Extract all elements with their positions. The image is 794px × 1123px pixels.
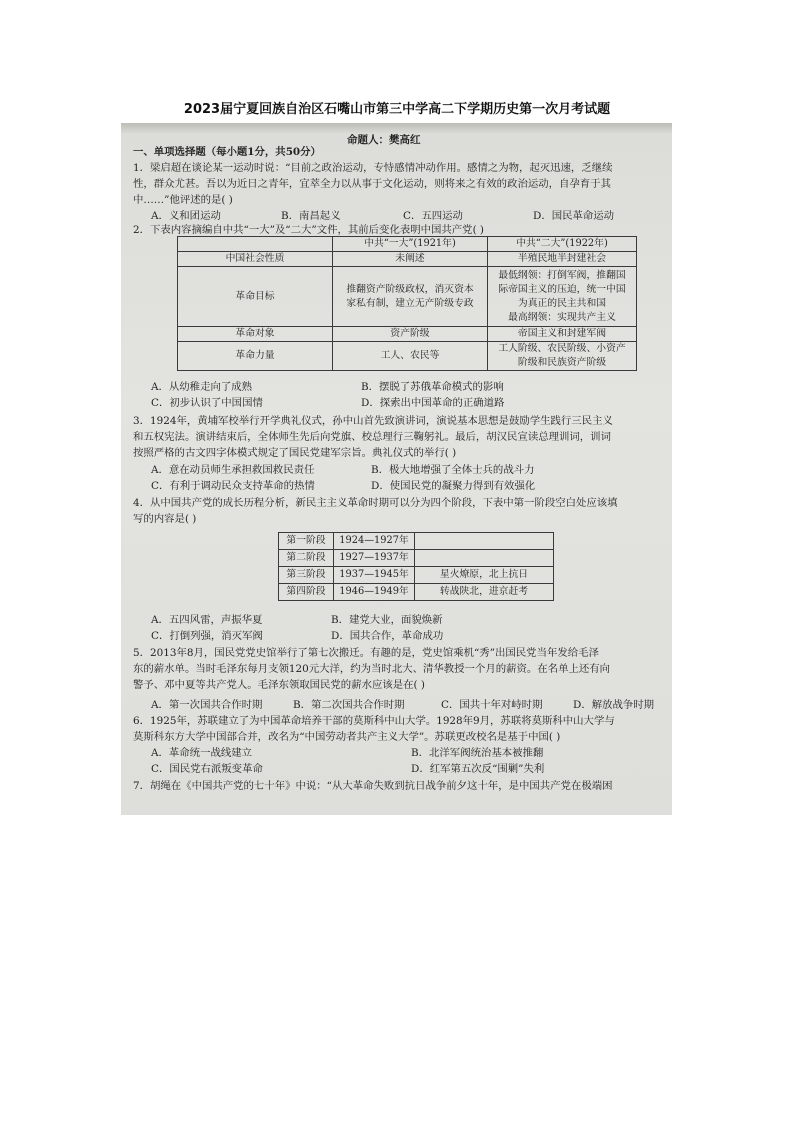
q4-option-c: C．打倒列强，消灭军阀 bbox=[151, 630, 263, 642]
q4-stage-years: 1937—1945年 bbox=[334, 567, 415, 584]
q4-stage-table bbox=[278, 532, 554, 601]
q2-goal-1922-line-3: 为真正的民主共和国 bbox=[517, 297, 607, 309]
q6-line-2: 莫斯科东方大学中国部合并，改名为“中国劳动者共产主义大学”。苏联更改校名是基于中国( ) bbox=[133, 731, 561, 743]
q2-row-force: 革命力量 bbox=[178, 342, 333, 371]
q5-option-d: D．解放战争时期 bbox=[573, 699, 655, 711]
q5-line-1: 5．2013年8月，国民党党史馆举行了第七次搬迁。有趣的是，党史馆乘机“秀”出国民党当年发给毛泽 bbox=[133, 647, 599, 659]
q3-option-d: D．使国民党的凝聚力得到有效强化 bbox=[371, 480, 536, 492]
q2-option-c: C．初步认识了中国国情 bbox=[151, 397, 263, 409]
q6-option-d: D．红军第五次反“围剿”失利 bbox=[411, 763, 545, 775]
q3-line-3: 按照严格的古文四字体模式规定了国民党建军宗旨。典礼仪式的举行( ) bbox=[133, 447, 457, 459]
q4-stage-years: 1946—1949年 bbox=[334, 584, 415, 601]
q2-stem: 2．下表内容摘编自中共“一大”及“二大”文件，其前后变化表明中国共产党( ) bbox=[133, 224, 484, 236]
q2-comparison-table bbox=[177, 236, 637, 371]
q7-line-1: 7．胡绳在《中国共产党的七十年》中说：“从大革命失败到抗日战争前夕这十年，是中国共产党在极端困 bbox=[133, 780, 613, 792]
q4-line-1: 4．从中国共产党的成长历程分析，新民主主义革命时期可以分为四个阶段，下表中第一阶段空白处应该填 bbox=[133, 497, 618, 509]
q5-line-3: 警予、邓中夏等共产党人。毛泽东领取国民党的薪水应该是在( ) bbox=[133, 679, 425, 691]
q5-option-a: A．第一次国共合作时期 bbox=[151, 699, 263, 711]
document-title: 2023届宁夏回族自治区石嘴山市第三中学高二下学期历史第一次月考试题 bbox=[183, 102, 611, 117]
q2-option-b: B．摆脱了苏俄革命模式的影响 bbox=[361, 381, 504, 393]
q2-option-d: D．探索出中国革命的正确道路 bbox=[361, 397, 505, 409]
q6-line-1: 6．1925年，苏联建立了为中国革命培养干部的莫斯科中山大学。1928年9月，苏联将莫斯科中山大学与 bbox=[133, 715, 615, 727]
q4-stage-theme bbox=[415, 550, 554, 567]
q6-option-b: B．北洋军阀统治基本被推翻 bbox=[411, 747, 544, 759]
q2-goal-1922 bbox=[488, 267, 637, 327]
q2-row-target: 革命对象 bbox=[178, 327, 333, 342]
q4-stage-label: 第二阶段 bbox=[279, 550, 334, 567]
q5-line-2: 东的薪水单。当时毛泽东每月支领120元大洋，约为当时北大、清华教授一个月的薪资。在名单上还有向 bbox=[133, 663, 611, 675]
q2-header-blank bbox=[178, 237, 333, 252]
q3-option-c: C．有利于调动民众支持革命的热情 bbox=[151, 480, 315, 492]
q4-option-a: A．五四风雷，声振华夏 bbox=[151, 614, 263, 626]
q2-goal-1922-line-1: 最低纲领：打倒军阀，推翻国 bbox=[498, 269, 626, 281]
q1-option-c: C．五四运动 bbox=[403, 210, 463, 222]
q3-option-a: A．意在动员师生承担救国救民责任 bbox=[151, 464, 315, 476]
q2-force-1922-line-1: 工人阶级、农民阶级、小资产 bbox=[498, 343, 626, 354]
q4-stage-theme: 转战陕北，进京赶考 bbox=[415, 584, 554, 601]
q2-goal-1921-line-1: 推翻资产阶级政权，消灭资本 bbox=[346, 283, 474, 295]
q4-option-d: D．国共合作，革命成功 bbox=[331, 630, 444, 642]
q2-option-a: A．从幼稚走向了成熟 bbox=[151, 381, 253, 393]
q6-option-a: A．革命统一战线建立 bbox=[151, 747, 253, 759]
q2-goal-1921 bbox=[333, 267, 488, 327]
q3-line-1: 3．1924年，黄埔军校举行开学典礼仪式，孙中山首先致演讲词，演说基本思想是鼓励学生践行三民主义 bbox=[133, 415, 613, 427]
q1-option-b: B．南昌起义 bbox=[281, 210, 341, 222]
q3-line-2: 和五权宪法。演讲结束后，全体师生先后向党旗、校总理行三鞠躬礼。最后，胡汉民宣读总理训词，训词 bbox=[133, 431, 611, 443]
q2-society-1922: 半殖民地半封建社会 bbox=[488, 252, 637, 267]
q4-stage-years: 1924—1927年 bbox=[334, 533, 415, 550]
q4-line-2: 写的内容是( ) bbox=[133, 513, 197, 525]
q1-line-2: 性，群众尤甚。吾以为近日之青年，宜萃全力以从事于文化运动，则将来之有效的政治运动，自孕育于其 bbox=[133, 178, 611, 190]
q4-option-b: B．建党大业，面貌焕新 bbox=[331, 614, 443, 626]
q4-stage-theme: 星火燎原，北上抗日 bbox=[415, 567, 554, 584]
q4-stage-theme bbox=[415, 533, 554, 550]
q6-option-c: C．国民党右派叛变革命 bbox=[151, 763, 263, 775]
q1-line-3: 中……”他评述的是( ) bbox=[133, 194, 233, 206]
exam-scan-image bbox=[121, 123, 672, 815]
q2-row-goal: 革命目标 bbox=[178, 267, 333, 327]
exam-author: 命题人：樊高红 bbox=[347, 134, 421, 146]
section-heading: 一、单项选择题（每小题1分，共50分） bbox=[133, 146, 321, 158]
q1-line-1: 1．梁启超在谈论某一运动时说：“目前之政治运动，专恃感情冲动作用。感情之为物，起灭迅速，乏继续 bbox=[133, 162, 613, 174]
q4-stage-label: 第一阶段 bbox=[279, 533, 334, 550]
q2-goal-1921-line-2: 家私有制，建立无产阶级专政 bbox=[346, 297, 474, 309]
q1-option-a: A．义和团运动 bbox=[151, 210, 221, 222]
q2-goal-1922-line-4: 最高纲领：实现共产主义 bbox=[508, 311, 616, 323]
q2-header-1921: 中共“一大”(1921年) bbox=[333, 237, 488, 252]
q4-stage-label: 第三阶段 bbox=[279, 567, 334, 584]
q3-option-b: B．极大地增强了全体士兵的战斗力 bbox=[371, 464, 535, 476]
q4-stage-years: 1927—1937年 bbox=[334, 550, 415, 567]
q2-society-1921: 未阐述 bbox=[333, 252, 488, 267]
q2-goal-1922-line-2: 际帝国主义的压迫，统一中国 bbox=[498, 283, 626, 295]
q2-target-1922: 帝国主义和封建军阀 bbox=[488, 327, 637, 342]
q2-target-1921: 资产阶级 bbox=[333, 327, 488, 342]
q2-force-1921: 工人、农民等 bbox=[333, 342, 488, 371]
q2-header-1922: 中共“二大”(1922年) bbox=[488, 237, 637, 252]
q5-option-c: C．国共十年对峙时期 bbox=[441, 699, 543, 711]
q2-force-1922 bbox=[488, 342, 637, 371]
q1-option-d: D．国民革命运动 bbox=[533, 210, 615, 222]
q2-force-1922-line-2: 阶级和民族资产阶级 bbox=[517, 357, 607, 368]
q5-option-b: B．第二次国共合作时期 bbox=[293, 699, 405, 711]
q4-stage-label: 第四阶段 bbox=[279, 584, 334, 601]
q2-row-society: 中国社会性质 bbox=[178, 252, 333, 267]
